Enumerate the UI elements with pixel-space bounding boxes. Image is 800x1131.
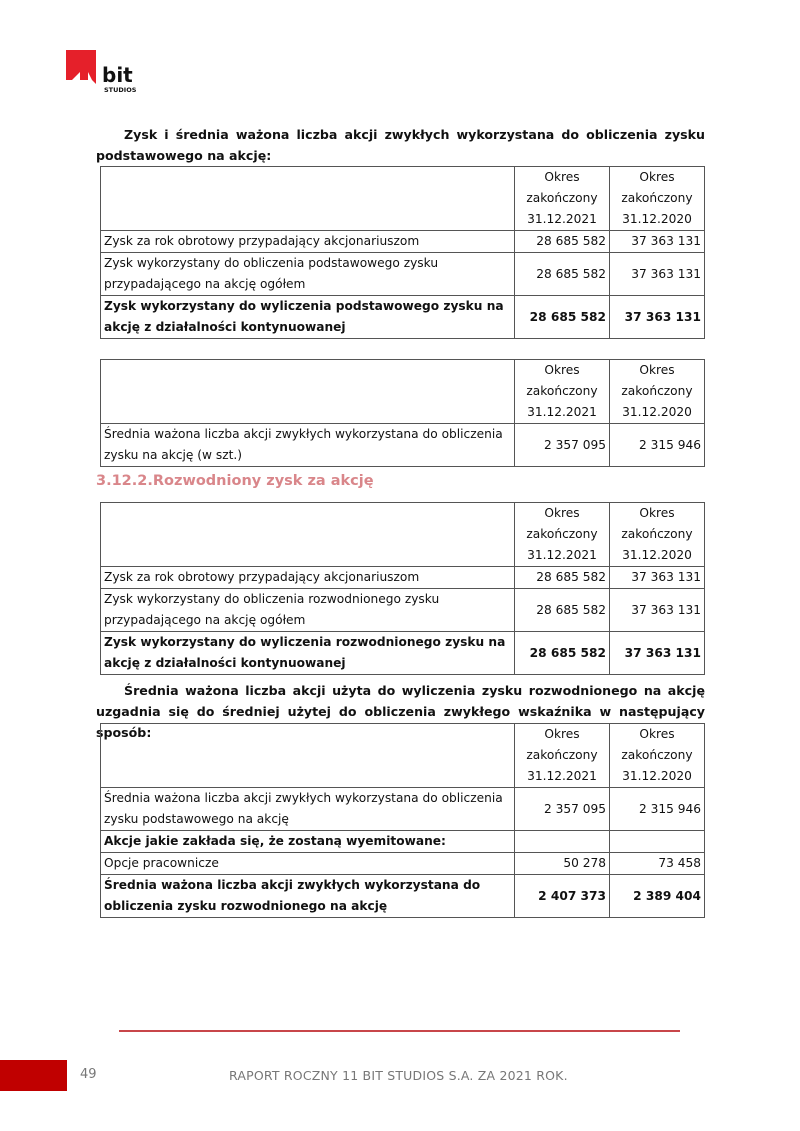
table-row — [101, 296, 705, 339]
header-line: zakończony — [621, 384, 693, 398]
value-2020: 2 315 946 — [610, 424, 705, 467]
svg-text:STUDIOS: STUDIOS — [104, 86, 137, 94]
header-period-d2021 — [515, 503, 610, 567]
header-line: zakończony — [621, 748, 693, 762]
table-row — [101, 231, 705, 253]
value-2021: 50 278 — [515, 853, 610, 875]
header-row — [101, 167, 705, 231]
header-date: 31.12.2020 — [622, 405, 692, 419]
row-label: Średnia ważona liczba akcji zwykłych wykorzystana do obliczenia zysku rozwodnionego na akcję — [101, 875, 515, 918]
value-2020: 37 363 131 — [610, 231, 705, 253]
header-line: zakończony — [526, 748, 598, 762]
row-label: Opcje pracownicze — [101, 853, 515, 875]
header-line: Okres — [639, 363, 675, 377]
footer-divider — [119, 1030, 680, 1032]
header-line: Okres — [639, 727, 675, 741]
value-2020: 73 458 — [610, 853, 705, 875]
intro-paragraph — [96, 124, 705, 166]
header-blank-cell — [101, 167, 515, 231]
header-line: Okres — [639, 506, 675, 520]
header-line: Okres — [544, 506, 580, 520]
header-period-d2021 — [515, 724, 610, 788]
header-line: Okres — [544, 727, 580, 741]
data-table — [100, 359, 705, 467]
row-label: Zysk wykorzystany do wyliczenia podstawowego zysku na akcję z działalności kontynuowanej — [101, 296, 515, 339]
footer-accent-block — [0, 1060, 67, 1091]
header-line: zakończony — [621, 527, 693, 541]
header-line: Okres — [544, 363, 580, 377]
value-2020: 37 363 131 — [610, 632, 705, 675]
header-date: 31.12.2021 — [527, 405, 597, 419]
intro-text: Zysk i średnia ważona liczba akcji zwykłych wykorzystana do obliczenia zysku podstawowego na akcję: — [96, 127, 705, 163]
page-number: 49 — [80, 1067, 97, 1082]
value-2020: 37 363 131 — [610, 567, 705, 589]
row-label: Akcje jakie zakłada się, że zostaną wyemitowane: — [101, 831, 515, 853]
header-row — [101, 724, 705, 788]
header-date: 31.12.2020 — [622, 212, 692, 226]
header-row — [101, 360, 705, 424]
header-line: Okres — [544, 170, 580, 184]
header-line: zakończony — [526, 527, 598, 541]
table-row — [101, 831, 705, 853]
header-blank-cell — [101, 724, 515, 788]
header-date: 31.12.2021 — [527, 548, 597, 562]
row-label: Średnia ważona liczba akcji zwykłych wykorzystana do obliczenia zysku na akcję (w szt.) — [101, 424, 515, 467]
reconciliation-text: Średnia ważona liczba akcji użyta do wyliczenia zysku rozwodnionego na akcję uzgadnia się do średniej użytej do obliczenia zwykłego wskaźnika w następujący sposób: — [96, 683, 705, 740]
value-2020 — [610, 831, 705, 853]
value-2021: 2 357 095 — [515, 788, 610, 831]
table-row — [101, 589, 705, 632]
table-row — [101, 875, 705, 918]
table-row — [101, 424, 705, 467]
header-period-d2020 — [610, 167, 705, 231]
header-blank-cell — [101, 503, 515, 567]
header-period-d2020 — [610, 360, 705, 424]
header-line: zakończony — [526, 384, 598, 398]
row-label: Zysk wykorzystany do obliczenia podstawowego zysku przypadającego na akcję ogółem — [101, 253, 515, 296]
svg-text:bit: bit — [102, 63, 133, 87]
row-label: Zysk wykorzystany do obliczenia rozwodnionego zysku przypadającego na akcję ogółem — [101, 589, 515, 632]
value-2020: 2 389 404 — [610, 875, 705, 918]
value-2021: 2 357 095 — [515, 424, 610, 467]
section-heading: 3.12.2.Rozwodniony zysk za akcję — [96, 473, 374, 489]
header-period-d2020 — [610, 503, 705, 567]
data-table — [100, 723, 705, 918]
header-row — [101, 503, 705, 567]
value-2021 — [515, 831, 610, 853]
header-date: 31.12.2020 — [622, 769, 692, 783]
table-row — [101, 632, 705, 675]
header-date: 31.12.2021 — [527, 212, 597, 226]
value-2020: 37 363 131 — [610, 253, 705, 296]
footer-text: RAPORT ROCZNY 11 BIT STUDIOS S.A. ZA 2021 ROK. — [229, 1068, 568, 1083]
value-2021: 2 407 373 — [515, 875, 610, 918]
table-row — [101, 788, 705, 831]
row-label: Zysk wykorzystany do wyliczenia rozwodnionego zysku na akcję z działalności kontynuowanej — [101, 632, 515, 675]
header-blank-cell — [101, 360, 515, 424]
value-2021: 28 685 582 — [515, 296, 610, 339]
header-line: zakończony — [526, 191, 598, 205]
company-logo — [66, 50, 146, 95]
value-2021: 28 685 582 — [515, 589, 610, 632]
value-2021: 28 685 582 — [515, 231, 610, 253]
table-row — [101, 853, 705, 875]
data-table — [100, 166, 705, 339]
table-row — [101, 567, 705, 589]
value-2020: 37 363 131 — [610, 589, 705, 632]
header-period-d2020 — [610, 724, 705, 788]
value-2020: 37 363 131 — [610, 296, 705, 339]
data-table — [100, 502, 705, 675]
row-label: Zysk za rok obrotowy przypadający akcjonariuszom — [101, 231, 515, 253]
value-2021: 28 685 582 — [515, 253, 610, 296]
header-line: zakończony — [621, 191, 693, 205]
row-label: Zysk za rok obrotowy przypadający akcjonariuszom — [101, 567, 515, 589]
header-date: 31.12.2021 — [527, 769, 597, 783]
header-line: Okres — [639, 170, 675, 184]
value-2021: 28 685 582 — [515, 567, 610, 589]
table-row — [101, 253, 705, 296]
header-period-d2021 — [515, 167, 610, 231]
header-period-d2021 — [515, 360, 610, 424]
row-label: Średnia ważona liczba akcji zwykłych wykorzystana do obliczenia zysku podstawowego na akcję — [101, 788, 515, 831]
value-2021: 28 685 582 — [515, 632, 610, 675]
value-2020: 2 315 946 — [610, 788, 705, 831]
header-date: 31.12.2020 — [622, 548, 692, 562]
